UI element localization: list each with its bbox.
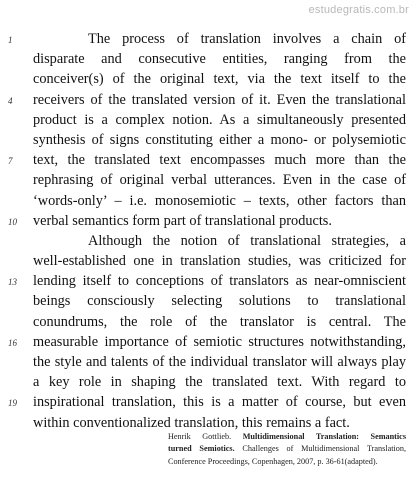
citation-title-part-2: turned Semiotics. bbox=[168, 444, 235, 454]
passage-line bbox=[0, 130, 417, 150]
passage-line-text: rephrasing of original verbal utterances. Even in the case of bbox=[33, 172, 406, 189]
passage-line bbox=[0, 352, 417, 372]
passage-line-text: Although the notion of translational strategies, a bbox=[88, 232, 406, 249]
citation-line-1 bbox=[168, 431, 406, 443]
line-number: 13 bbox=[8, 277, 17, 288]
passage-line bbox=[0, 372, 417, 392]
site-watermark: estudegratis.com.br bbox=[308, 4, 409, 16]
passage-line bbox=[0, 150, 417, 170]
passage-line-text: receivers of the translated version of it. Even the translational bbox=[33, 91, 406, 108]
citation-author: Henrik Gottlieb. bbox=[168, 432, 232, 441]
passage-line-text: beings consciously selecting solutions to translational bbox=[33, 293, 406, 310]
passage-line bbox=[0, 90, 417, 110]
passage-line bbox=[0, 332, 417, 352]
passage-line bbox=[0, 191, 417, 211]
line-number: 19 bbox=[8, 398, 17, 409]
passage-line bbox=[0, 291, 417, 311]
passage-line bbox=[0, 413, 417, 433]
citation-title-part-1: Multidimensional Translation: Semantics bbox=[242, 432, 407, 441]
passage-line bbox=[0, 29, 417, 49]
source-citation bbox=[168, 431, 406, 468]
citation-line-2 bbox=[168, 443, 406, 455]
passage-line bbox=[0, 69, 417, 89]
passage-line-text: conundrums, the role of the translator is central. The bbox=[33, 313, 406, 330]
passage-line-text: synthesis of signs constituting either a mono- or polysemiotic bbox=[33, 131, 406, 148]
passage-line bbox=[0, 271, 417, 291]
line-number: 1 bbox=[8, 35, 13, 45]
passage-line bbox=[0, 251, 417, 271]
passage-line-text: lending itself to conceptions of translators as near-omniscient bbox=[33, 273, 406, 290]
reading-passage bbox=[0, 29, 417, 433]
passage-line bbox=[0, 392, 417, 412]
passage-line-text: well-established one in translation studies, was criticized for bbox=[33, 253, 406, 270]
line-number: 10 bbox=[8, 216, 17, 227]
passage-line-text: The process of translation involves a chain of bbox=[88, 31, 406, 47]
line-number: 7 bbox=[8, 156, 13, 167]
citation-source-part-1: Challenges of Multidimensional Translation, bbox=[242, 444, 406, 454]
passage-line-text: conceiver(s) of the original text, via the text itself to the bbox=[33, 71, 406, 88]
passage-line-text: product is a complex notion. As a simultaneously presented bbox=[33, 111, 406, 128]
passage-line bbox=[0, 312, 417, 332]
passage-line-text: a key role in shaping the translated text. With regard to bbox=[33, 374, 406, 391]
passage-line bbox=[0, 170, 417, 190]
passage-line-text: disparate and consecutive entities, ranging from the bbox=[33, 51, 406, 68]
passage-line bbox=[0, 231, 417, 251]
line-number: 4 bbox=[8, 95, 13, 106]
passage-line bbox=[0, 49, 417, 69]
passage-line-text: ‘words-only’ – i.e. monosemiotic – texts, other factors than bbox=[33, 192, 406, 209]
passage-line-text: verbal semantics form part of translational products. bbox=[33, 212, 332, 229]
citation-line-3: Conference Proceedings, Copenhagen, 2007, p. 36-61(adapted). bbox=[168, 456, 378, 466]
passage-line bbox=[0, 110, 417, 130]
passage-line-text: text, the translated text encompasses much more than the bbox=[33, 152, 406, 169]
passage-line-text: inspirational translation, this is a matter of course, but even bbox=[33, 394, 406, 411]
passage-line-text: the style and talents of the individual translator will always play bbox=[33, 354, 406, 370]
passage-line-text: measurable importance of semiotic structures notwithstanding, bbox=[33, 333, 406, 350]
passage-line-text: within conventionalized translation, this remains a fact. bbox=[33, 414, 350, 431]
line-number: 16 bbox=[8, 337, 17, 348]
passage-line bbox=[0, 211, 417, 231]
